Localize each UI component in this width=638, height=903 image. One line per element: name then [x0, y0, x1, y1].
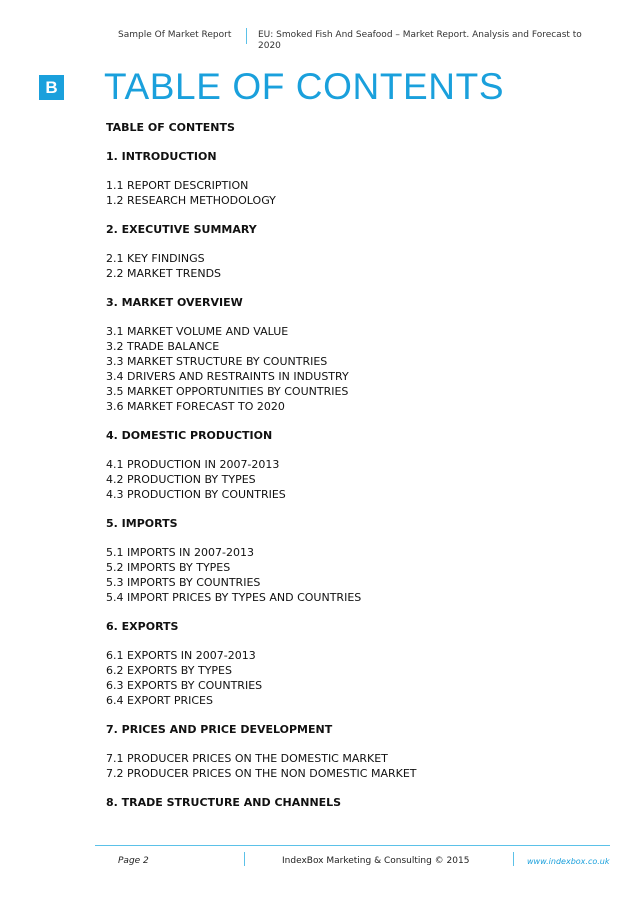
- toc-section-heading: TABLE OF CONTENTS: [106, 121, 235, 134]
- table-of-contents: [106, 120, 606, 810]
- toc-spacer: [106, 531, 606, 545]
- toc-section-heading: 2. EXECUTIVE SUMMARY: [106, 223, 257, 236]
- toc-subsection-entry: 7.1 PRODUCER PRICES ON THE DOMESTIC MARKET: [106, 752, 388, 765]
- toc-subsection-entry: 4.2 PRODUCTION BY TYPES: [106, 473, 256, 486]
- toc-spacer: [106, 781, 606, 795]
- toc-subsection-entry: 5.3 IMPORTS BY COUNTRIES: [106, 576, 261, 589]
- running-header-left: Sample Of Market Report: [118, 30, 232, 40]
- footer-url-link[interactable]: www.indexbox.co.uk: [527, 857, 610, 866]
- toc-spacer: [106, 208, 606, 222]
- toc-section-heading: 8. TRADE STRUCTURE AND CHANNELS: [106, 796, 342, 809]
- toc-spacer: [106, 135, 606, 149]
- toc-spacer: [106, 237, 606, 251]
- toc-subsection-entry: 3.1 MARKET VOLUME AND VALUE: [106, 325, 289, 338]
- footer-divider: [244, 852, 245, 866]
- toc-spacer: [106, 634, 606, 648]
- toc-spacer: [106, 310, 606, 324]
- toc-subsection-entry: 2.1 KEY FINDINGS: [106, 252, 205, 265]
- toc-subsection-entry: 1.1 REPORT DESCRIPTION: [106, 179, 249, 192]
- toc-section-heading: 3. MARKET OVERVIEW: [106, 296, 243, 309]
- footer-rule: [95, 845, 610, 846]
- toc-subsection-entry: 6.3 EXPORTS BY COUNTRIES: [106, 679, 263, 692]
- toc-subsection-entry: 4.3 PRODUCTION BY COUNTRIES: [106, 488, 286, 501]
- toc-subsection-entry: 6.2 EXPORTS BY TYPES: [106, 664, 232, 677]
- brand-logo: B: [39, 75, 64, 100]
- footer-copyright: IndexBox Marketing & Consulting © 2015: [282, 856, 470, 866]
- toc-subsection-entry: 6.1 EXPORTS IN 2007-2013: [106, 649, 256, 662]
- toc-subsection-entry: 4.1 PRODUCTION IN 2007-2013: [106, 458, 280, 471]
- toc-section-heading: 7. PRICES AND PRICE DEVELOPMENT: [106, 723, 333, 736]
- toc-subsection-entry: 7.2 PRODUCER PRICES ON THE NON DOMESTIC MARKET: [106, 767, 417, 780]
- footer-divider: [513, 852, 514, 866]
- toc-subsection-entry: 3.6 MARKET FORECAST TO 2020: [106, 400, 285, 413]
- toc-subsection-entry: 3.2 TRADE BALANCE: [106, 340, 220, 353]
- header-divider: [246, 28, 247, 44]
- toc-section-heading: 4. DOMESTIC PRODUCTION: [106, 429, 273, 442]
- toc-spacer: [106, 281, 606, 295]
- running-header-right: EU: Smoked Fish And Seafood – Market Report. Analysis and Forecast to 2020: [258, 30, 582, 51]
- page-title: TABLE OF CONTENTS: [104, 66, 505, 107]
- footer-page-number: Page 2: [118, 856, 149, 866]
- toc-subsection-entry: 3.3 MARKET STRUCTURE BY COUNTRIES: [106, 355, 328, 368]
- toc-spacer: [106, 502, 606, 516]
- toc-spacer: [106, 414, 606, 428]
- toc-section-heading: 6. EXPORTS: [106, 620, 179, 633]
- toc-section-heading: 5. IMPORTS: [106, 517, 178, 530]
- toc-subsection-entry: 6.4 EXPORT PRICES: [106, 694, 213, 707]
- toc-subsection-entry: 2.2 MARKET TRENDS: [106, 267, 222, 280]
- toc-section-heading: 1. INTRODUCTION: [106, 150, 217, 163]
- toc-spacer: [106, 708, 606, 722]
- toc-subsection-entry: 3.5 MARKET OPPORTUNITIES BY COUNTRIES: [106, 385, 349, 398]
- toc-subsection-entry: 5.1 IMPORTS IN 2007-2013: [106, 546, 254, 559]
- toc-subsection-entry: 1.2 RESEARCH METHODOLOGY: [106, 194, 276, 207]
- toc-spacer: [106, 605, 606, 619]
- toc-spacer: [106, 443, 606, 457]
- toc-subsection-entry: 5.2 IMPORTS BY TYPES: [106, 561, 231, 574]
- toc-spacer: [106, 164, 606, 178]
- toc-spacer: [106, 737, 606, 751]
- toc-subsection-entry: 5.4 IMPORT PRICES BY TYPES AND COUNTRIES: [106, 591, 362, 604]
- toc-subsection-entry: 3.4 DRIVERS AND RESTRAINTS IN INDUSTRY: [106, 370, 349, 383]
